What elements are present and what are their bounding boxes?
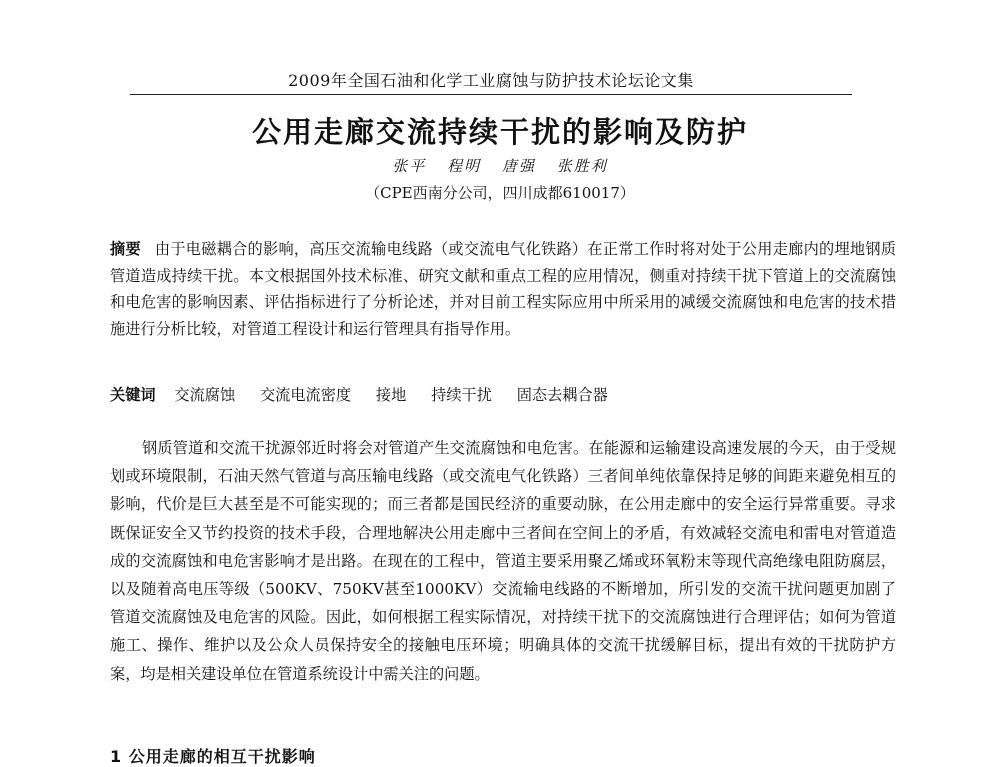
author-list	[0, 155, 1000, 176]
header-rule	[130, 94, 852, 95]
abstract-label: 摘要	[110, 240, 141, 258]
author-name: 张平	[392, 157, 427, 175]
keywords	[110, 382, 896, 408]
affiliation: （CPE西南分公司，四川成都610017）	[365, 184, 635, 202]
keywords-label: 关键词	[110, 386, 156, 404]
abstract	[110, 236, 896, 342]
author-name: 张胜利	[556, 157, 608, 175]
running-header: 2009年全国石油和化学工业腐蚀与防护技术论坛论文集	[288, 71, 694, 90]
author-name: 唐强	[501, 157, 536, 175]
author-name: 程明	[447, 157, 482, 175]
keyword: 交流腐蚀	[174, 386, 236, 404]
body-paragraph: 钢质管道和交流干扰源邻近时将会对管道产生交流腐蚀和电危害。在能源和运输建设高速发展的今天，由于受规划或环境限制，石油天然气管道与高压输电线路（或交流电气化铁路）三者间单纯依靠保持足够的间距来避免相互的影响，代价是巨大甚至是不可能实现的；而三者都是国民经济的重要动脉，在公用走廊中的安全运行异常重要。寻求既保证安全又节约投资的技术手段，合理地解决公用走廊中三者间在空间上的矛盾，有效减轻交流电和雷电对管道造成的交流腐蚀和电危害影响才是出路。在现在的工程中，管道主要采用聚乙烯或环氧粉末等现代高绝缘电阻防腐层，以及随着高电压等级（500KV、750KV甚至1000KV）交流输电线路的不断增加，所引发的交流干扰问题更加剧了管道交流腐蚀及电危害的风险。因此，如何根据工程实际情况，对持续干扰下的交流腐蚀进行合理评估；如何为管道施工、操作、维护以及公众人员保持安全的接触电压环境；明确具体的交流干扰缓解目标，提出有效的干扰防护方案，均是相关建设单位在管道系统设计中需关注的问题。	[110, 439, 896, 683]
section-heading: 1 公用走廊的相互干扰影响	[110, 747, 316, 766]
abstract-text: 由于电磁耦合的影响，高压交流输电线路（或交流电气化铁路）在正常工作时将对处于公用走廊内的埋地钢质管道造成持续干扰。本文根据国外技术标准、研究文献和重点工程的应用情况，侧重对持续干扰下管道上的交流腐蚀和电危害的影响因素、评估指标进行了分析论述，并对目前工程实际应用中所采用的减缓交流腐蚀和电危害的技术措施进行分析比较，对管道工程设计和运行管理具有指导作用。	[110, 240, 897, 338]
keyword: 持续干扰	[431, 386, 492, 404]
keyword: 接地	[375, 386, 407, 404]
paper-title: 公用走廊交流持续干扰的影响及防护	[251, 115, 748, 149]
keyword: 交流电流密度	[259, 386, 352, 404]
keyword: 固态去耦合器	[516, 386, 608, 404]
